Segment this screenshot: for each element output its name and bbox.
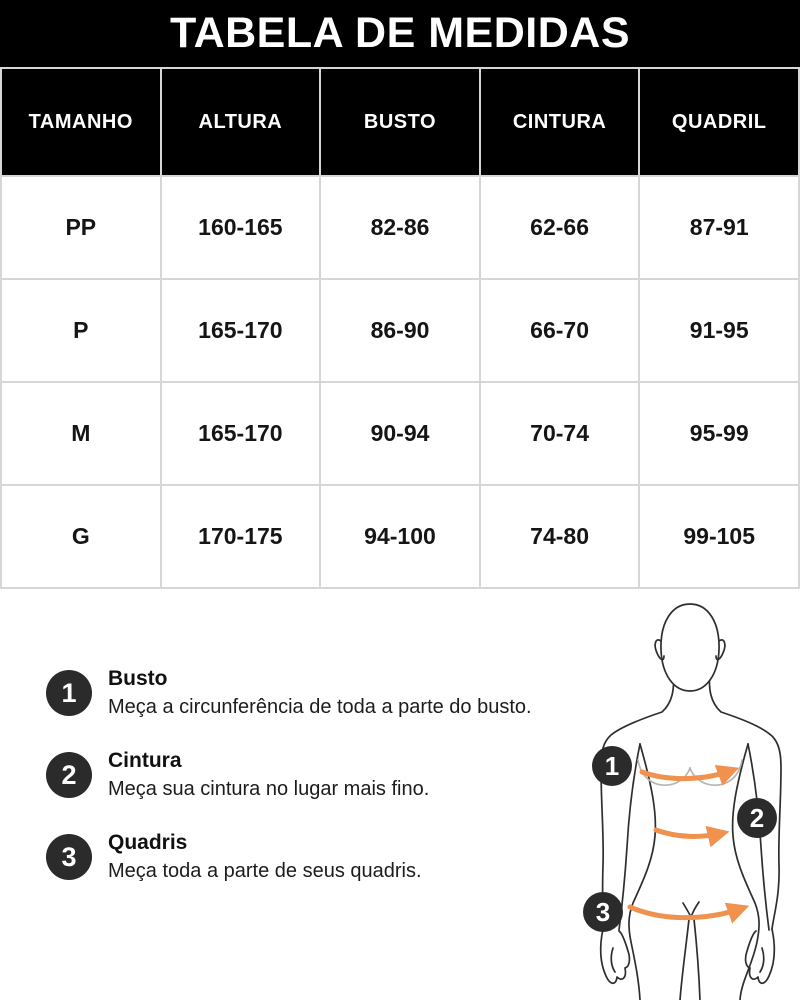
table-cell: 160-165 [162,177,320,278]
step-3-title: Quadris [108,831,188,854]
figure-left-inner-leg [680,919,689,1000]
step-1-description: Meça a circunferência de toda a parte do busto. [108,696,532,718]
table-cell: 94-100 [321,486,479,587]
table-cell-size-pp: PP [2,177,160,278]
step-2-text [108,749,429,802]
table-header-cintura: CINTURA [481,69,639,175]
figure-left-thumb [611,948,615,972]
step-2-description: Meça sua cintura no lugar mais fino. [108,778,430,800]
step-1-title: Busto [108,667,168,690]
measuring-guide [0,589,800,1000]
table-cell: 99-105 [640,486,798,587]
figure-badge-waist [737,798,777,838]
measuring-steps [46,667,546,913]
figure-right-hand [746,929,775,983]
table-cell: 66-70 [481,280,639,381]
table-cell: 170-175 [162,486,320,587]
title-banner [0,0,800,67]
step-1-badge: 1 [46,670,92,716]
figure-badge-2-number: 2 [749,803,765,833]
step-quadris [46,831,546,884]
figure-badge-1-number: 1 [604,751,620,781]
table-header-tamanho: TAMANHO [2,69,160,175]
table-cell: 70-74 [481,383,639,484]
figure-right-inner-leg [694,919,700,1000]
table-cell: 165-170 [162,280,320,381]
figure-left-arm-outline [601,671,674,929]
table-cell: 95-99 [640,383,798,484]
table-cell: 90-94 [321,383,479,484]
table-cell-size-m: M [2,383,160,484]
body-figure [560,589,800,1000]
table-cell-size-g: G [2,486,160,587]
figure-badge-hips [583,892,623,932]
step-2-title: Cintura [108,749,182,772]
table-cell: 82-86 [321,177,479,278]
table-cell: 87-91 [640,177,798,278]
figure-badge-3-number: 3 [595,897,611,927]
waist-arrow [656,830,723,836]
step-3-badge: 3 [46,834,92,880]
table-cell: 74-80 [481,486,639,587]
table-cell: 165-170 [162,383,320,484]
table-cell: 86-90 [321,280,479,381]
step-1-text [108,667,532,720]
figure-right-thumb [760,948,764,972]
figure-badge-bust [592,746,632,786]
table-cell-size-p: P [2,280,160,381]
figure-head [661,604,719,691]
step-2-badge: 2 [46,752,92,798]
table-cell: 62-66 [481,177,639,278]
step-3-description: Meça toda a parte de seus quadris. [108,860,422,882]
table-header-busto: BUSTO [321,69,479,175]
page-title: TABELA DE MEDIDAS [170,9,630,57]
table-header-altura: ALTURA [162,69,320,175]
table-cell: 91-95 [640,280,798,381]
table-header-quadril: QUADRIL [640,69,798,175]
step-busto [46,667,546,720]
figure-right-arm-outline [709,671,781,929]
step-cintura [46,749,546,802]
size-table [0,67,800,589]
step-3-text [108,831,422,884]
figure-left-hand [601,929,630,983]
figure-crotch [683,902,699,917]
